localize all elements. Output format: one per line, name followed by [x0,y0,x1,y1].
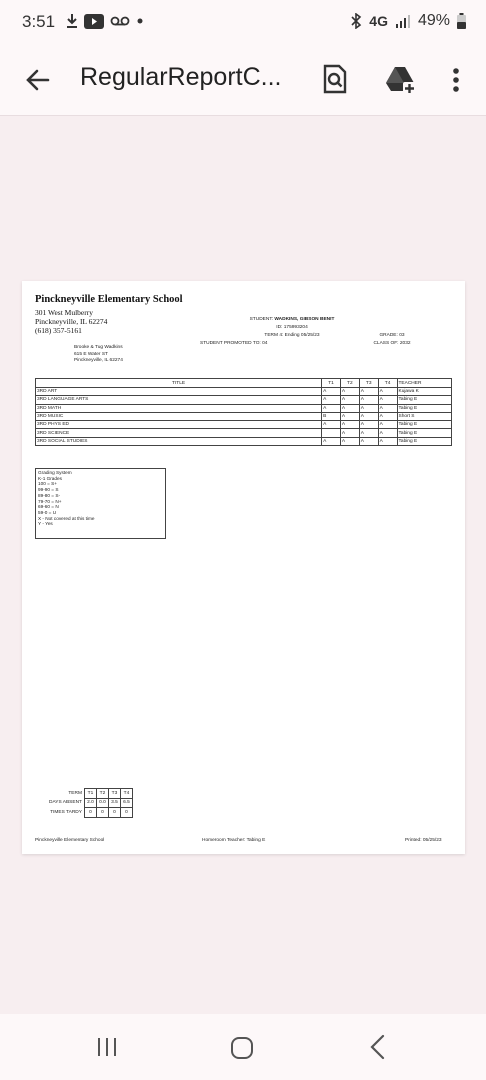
grade-t3: A [359,396,378,404]
home-icon [230,1036,254,1060]
grading-line: Y - Yes [38,521,53,527]
student-name: WADKINS, GIBSON BENIT [274,317,335,322]
footer-homeroom: Homeroom Teacher: Tabing E [202,838,266,843]
system-back-button[interactable] [368,1034,388,1060]
grade-t3: A [359,429,378,437]
promoted-label: STUDENT PROMOTED TO: [200,341,261,346]
class-of-label: CLASS OF: [373,341,399,346]
attendance-header-row [47,789,132,799]
grade-t4: A [378,388,397,396]
grade-t3: A [359,404,378,412]
table-row [36,421,452,429]
home-button[interactable] [230,1036,254,1060]
parent-city: Pinckneyville, IL 62274 [74,358,123,363]
term-t3: T3 [108,789,120,799]
id-label: ID: [276,325,283,330]
times-tardy-label: TIMES TARDY [47,808,84,818]
grade-t1: A [322,396,341,404]
header-t4: T4 [378,379,397,388]
tardy-t2: 0 [96,808,108,818]
grade-t1: A [322,388,341,396]
grade-t3: A [359,388,378,396]
class-of-value: 2032 [399,341,411,346]
back-button[interactable] [22,64,54,96]
tardy-t3: 0 [108,808,120,818]
promoted-grade: 04 [262,341,268,346]
navigation-bar [0,1014,486,1080]
grading-line: 89-80 = S- [38,492,61,498]
grading-line: X - Not covered at this time [38,515,95,521]
grade-t1: A [322,437,341,445]
recent-apps-icon [95,1036,119,1058]
grade-t4: A [378,396,397,404]
school-address [35,308,107,335]
voicemail-icon [110,16,130,26]
grade-t1: A [322,404,341,412]
table-row [36,388,452,396]
school-address-line1: 301 West Mulberry [35,308,94,317]
back-icon [368,1034,388,1060]
battery-icon [457,13,466,29]
course-title: 3RD MATH [36,404,322,412]
grading-line: 79-70 = N+ [38,498,62,504]
parent-address [74,345,123,365]
grade-t4: A [378,421,397,429]
download-icon [66,13,78,29]
recent-apps-button[interactable] [95,1036,119,1058]
attendance-table [47,788,133,818]
table-row [36,404,452,412]
report-card-page [22,281,465,854]
table-row [47,798,132,808]
header-t2: T2 [340,379,359,388]
teacher: Tabing E [397,396,452,404]
grade-t1: A [322,421,341,429]
teacher: Short S [397,412,452,420]
header-teacher: TEACHER [397,379,452,388]
grade-info [362,332,422,348]
grade-t2: A [340,437,359,445]
grading-line: Grading System [38,470,72,475]
teacher: Tabing E [397,437,452,445]
grade-t2: A [340,412,359,420]
grade-value: 03 [399,333,405,338]
grade-t2: A [340,404,359,412]
back-arrow-icon [22,64,54,96]
table-row [36,429,452,437]
school-phone: (618) 357-5161 [35,326,82,335]
find-in-page-icon [320,64,350,94]
school-address-line2: Pinckneyville, IL 62274 [35,317,108,326]
battery-percent: 49% [417,12,450,29]
table-row [47,808,132,818]
grading-line: 59-0 = U [38,509,57,515]
header-t1: T1 [322,379,341,388]
grade-label: GRADE: [379,333,398,338]
teacher: Kujawa K [397,388,452,396]
course-title: 3RD SCIENCE [36,429,322,437]
parent-name: Brooke & Tug Wadkins [74,345,123,350]
header-t3: T3 [359,379,378,388]
signal-icon [395,14,411,28]
course-title: 3RD SOCIAL STUDIES [36,437,322,445]
grade-t4: A [378,429,397,437]
grade-t4: A [378,404,397,412]
status-bar [0,0,486,44]
teacher: Tabing E [397,421,452,429]
grade-t4: A [378,437,397,445]
grade-t3: A [359,412,378,420]
tardy-t1: 0 [84,808,96,818]
bluetooth-icon [350,13,362,29]
term-t4: T4 [120,789,132,799]
grading-line: 100 = S+ [38,481,58,487]
student-label: STUDENT: [249,317,274,322]
student-info [200,316,372,348]
grading-line: 69-60 = N [38,504,59,510]
parent-street: 615 E Water ST [74,351,108,357]
absent-t3: 3.5 [108,798,120,808]
term-label: TERM [47,789,84,799]
days-absent-label: DAYS ABSENT [47,798,84,808]
status-time: 3:51 [22,12,56,31]
grade-t2: A [340,388,359,396]
header-title: TITLE [36,379,322,388]
grade-t2: A [340,421,359,429]
table-row [36,437,452,445]
absent-t4: 6.5 [120,798,132,808]
grade-t2: A [340,396,359,404]
absent-t1: 2.0 [84,798,96,808]
network-type: 4G [369,13,388,29]
grading-system-legend [35,468,166,539]
course-title: 3RD MUSIC [36,412,322,420]
term-t1: T1 [84,789,96,799]
course-title: 3RD PHYS ED [36,421,322,429]
course-title: 3RD LANGUAGE ARTS [36,396,322,404]
school-name: Pinckneyville Elementary School [35,294,183,305]
drive-add-icon [384,64,416,96]
footer-printed: Printed: 05/25/23 [405,838,442,843]
grade-t2: A [340,429,359,437]
teacher: Tabing E [397,404,452,412]
grade-t3: A [359,421,378,429]
table-row [36,396,452,404]
teacher: Tabing E [397,429,452,437]
grades-header-row [36,379,452,388]
grade-t3: A [359,437,378,445]
grade-t4: A [378,412,397,420]
grading-line: 99-90 = S [38,487,59,493]
table-row [36,412,452,420]
grades-table [35,378,452,446]
document-title: RegularReportC... [80,63,282,91]
grading-line: K-1 Grades [38,475,62,481]
course-title: 3RD ART [36,388,322,396]
find-in-page-button[interactable] [320,64,350,94]
term-info: TERM 4: Ending 05/25/23 [264,333,320,338]
tardy-t4: 0 [120,808,132,818]
student-id: 175993204 [283,325,308,330]
footer-school: Pinckneyville Elementary School [35,838,105,843]
grade-t1: B [322,412,341,420]
dot-icon [136,17,144,25]
grade-t1 [322,429,341,437]
youtube-icon [84,14,104,29]
more-vert-icon [444,64,468,96]
term-t2: T2 [96,789,108,799]
more-options-button[interactable] [444,64,468,96]
absent-t2: 0.0 [96,798,108,808]
add-to-drive-button[interactable] [384,64,416,96]
app-bar [0,44,486,116]
